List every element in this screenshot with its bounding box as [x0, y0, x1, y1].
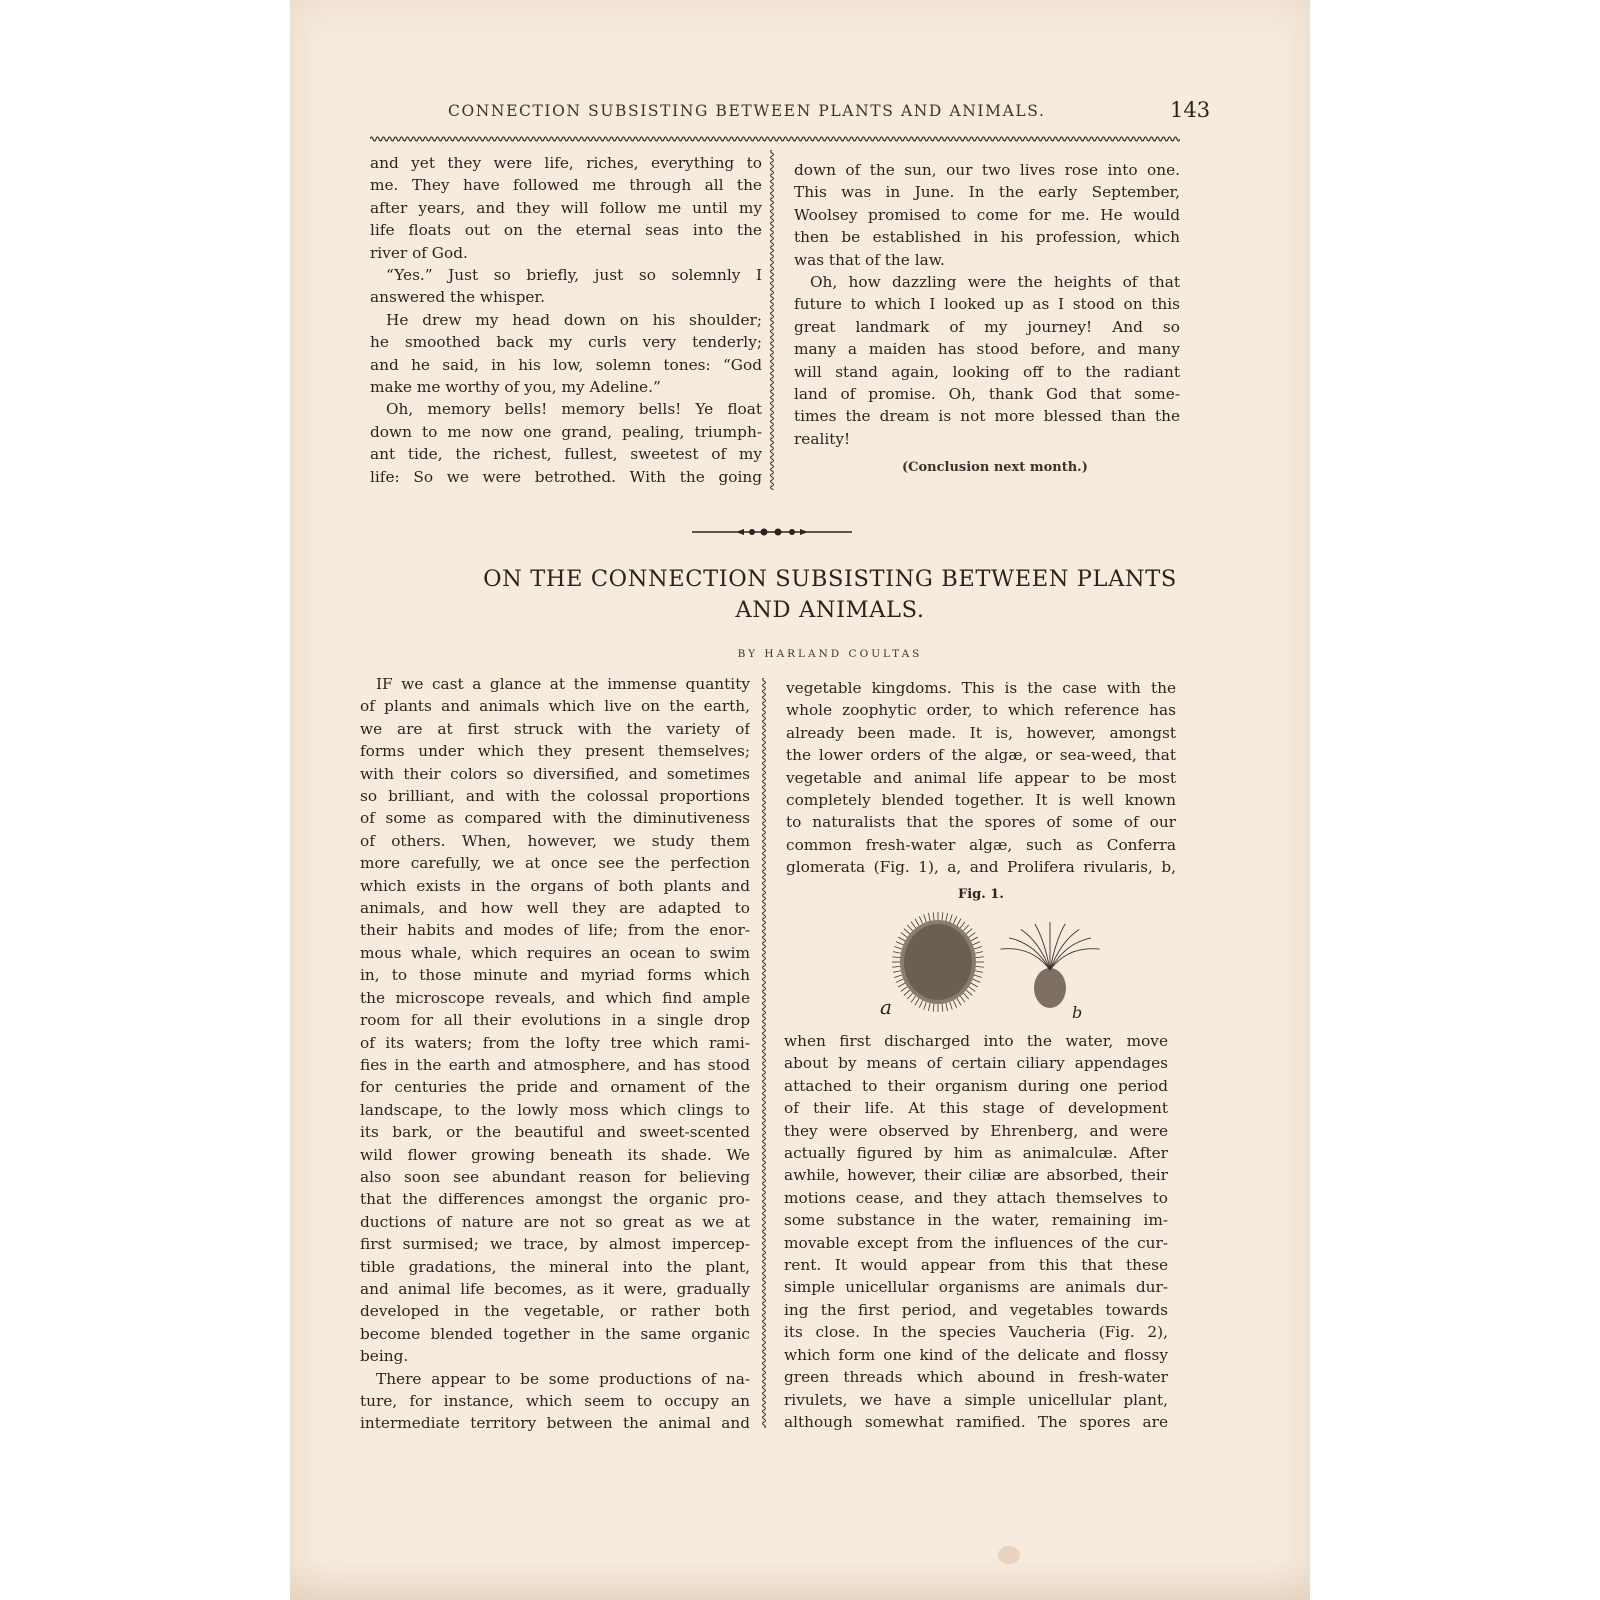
story-right-column: [794, 159, 1180, 450]
text-line: IF we cast a glance at the immense quantity: [376, 675, 750, 693]
article-title-line-1: ON THE CONNECTION SUBSISTING BETWEEN PLANTS: [483, 566, 1177, 592]
text-line: mous whale, which requires an ocean to swim: [360, 943, 750, 962]
text-line: already been made. It is, however, amongst: [786, 723, 1176, 742]
article-title-line-2: AND ANIMALS.: [735, 597, 925, 623]
text-line: motions cease, and they attach themselves to: [784, 1188, 1168, 1207]
text-line: There appear to be some productions of na-: [376, 1369, 750, 1388]
figure-label-a: a: [880, 995, 892, 1019]
text-line: their habits and modes of life; from the enor-: [360, 921, 750, 940]
article-column-rule: [760, 678, 768, 1428]
header-wavy-rule: [370, 134, 1180, 144]
text-line: they were observed by Ehrenberg, and were: [784, 1121, 1168, 1140]
text-line: of some as compared with the diminutiveness: [360, 809, 750, 828]
story-column-rule: [768, 150, 776, 490]
text-line: Oh, memory bells! memory bells! Ye float: [386, 400, 762, 419]
text-line: its close. In the species Vaucheria (Fig. 2),: [784, 1323, 1168, 1342]
spore-a-illustration: [892, 912, 984, 1012]
magazine-page: [290, 0, 1310, 1600]
text-line: movable except from the influences of the cur-: [784, 1233, 1168, 1252]
text-line: wild flower growing beneath its shade. We: [360, 1145, 750, 1164]
text-line: rent. It would appear from this that these: [784, 1256, 1168, 1275]
text-line: which form one kind of the delicate and flossy: [784, 1345, 1168, 1364]
text-line: some substance in the water, remaining im-: [784, 1211, 1168, 1230]
text-line: then be established in his profession, which: [794, 228, 1180, 247]
article-left-column: [360, 673, 750, 1435]
running-title: CONNECTION SUBSISTING BETWEEN PLANTS AND ANIMALS.: [448, 102, 1046, 120]
text-line: also soon see abundant reason for believing: [360, 1167, 750, 1186]
text-line: He drew my head down on his shoulder;: [386, 310, 762, 329]
text-line: attached to their organism during one period: [784, 1076, 1168, 1095]
text-line: me. They have followed me through all the: [370, 176, 762, 195]
text-line: of their life. At this stage of development: [784, 1099, 1168, 1118]
text-line: common fresh-water algæ, such as Conferra: [786, 835, 1176, 854]
text-line: make me worthy of you, my Adeline.”: [370, 378, 661, 397]
text-line: landscape, to the lowly moss which clings to: [360, 1100, 750, 1119]
text-line: actually figured by him as animalculæ. After: [784, 1144, 1168, 1163]
text-line: completely blended together. It is well known: [786, 791, 1176, 810]
text-line: reality!: [794, 429, 851, 448]
text-line: which exists in the organs of both plants and: [360, 876, 750, 895]
text-line: land of promise. Oh, thank God that some-: [794, 385, 1180, 404]
text-line: “Yes.” Just so briefly, just so solemnly I: [386, 266, 762, 285]
text-line: to naturalists that the spores of some of our: [786, 813, 1176, 832]
text-line: of others. When, however, we study them: [360, 831, 750, 850]
text-line: great landmark of my journey! And so: [794, 317, 1180, 336]
text-line: that the differences amongst the organic pro-: [360, 1190, 750, 1209]
text-line: ductions of nature are not so great as we at: [360, 1212, 750, 1231]
text-line: times the dream is not more blessed than the: [794, 407, 1180, 426]
text-line: and he said, in his low, solemn tones: “God: [370, 355, 762, 374]
text-line: we are at first struck with the variety of: [360, 719, 750, 738]
text-line: and yet they were life, riches, everything to: [370, 154, 762, 172]
ornament-divider: [692, 525, 852, 539]
text-line: he smoothed back my curls very tenderly;: [370, 333, 762, 352]
text-line: Woolsey promised to come for me. He would: [794, 205, 1180, 224]
text-line: was that of the law.: [794, 250, 945, 269]
story-left-column: [370, 152, 762, 488]
continuation-note: (Conclusion next month.): [902, 460, 1088, 475]
article-byline: BY HARLAND COULTAS: [737, 648, 923, 660]
text-line: about by means of certain ciliary appendages: [784, 1054, 1168, 1073]
text-line: life floats out on the eternal seas into the: [370, 221, 762, 240]
text-line: ture, for instance, which seem to occupy an: [360, 1392, 750, 1410]
text-line: and animal life becomes, as it were, gradually: [360, 1279, 750, 1298]
text-line: first surmised; we trace, by almost impercep-: [360, 1235, 750, 1254]
text-line: ing the first period, and vegetables towards: [784, 1300, 1168, 1319]
text-line: fies in the earth and atmosphere, and has stood: [360, 1055, 750, 1074]
text-line: the microscope reveals, and which find ample: [360, 988, 750, 1007]
text-line: will stand again, looking off to the radiant: [794, 362, 1180, 381]
text-line: This was in June. In the early September,: [794, 183, 1180, 202]
text-line: answered the whisper.: [370, 288, 545, 307]
text-line: so brilliant, and with the colossal proportions: [360, 787, 750, 806]
text-line: of plants and animals which live on the earth,: [360, 697, 750, 716]
article-right-column-bottom: [784, 1030, 1168, 1433]
text-line: forms under which they present themselves;: [360, 742, 750, 761]
text-line: vegetable and animal life appear to be most: [786, 768, 1176, 787]
text-line: with their colors so diversified, and sometimes: [360, 764, 750, 783]
text-line: being.: [360, 1347, 409, 1366]
figure-caption: Fig. 1.: [958, 887, 1004, 902]
text-line: animals, and how well they are adapted to: [360, 899, 750, 918]
page-number: 143: [1170, 98, 1211, 122]
text-line: down to me now one grand, pealing, triumph-: [370, 422, 762, 441]
text-line: awhile, however, their ciliæ are absorbed, their: [784, 1166, 1168, 1185]
text-line: although somewhat ramified. The spores are: [784, 1412, 1168, 1431]
text-line: vegetable kingdoms. This is the case with the: [786, 679, 1176, 697]
article-right-column-top: [786, 677, 1176, 879]
text-line: its bark, or the beautiful and sweet-scented: [360, 1123, 750, 1142]
text-line: in, to those minute and myriad forms which: [360, 966, 750, 985]
text-line: more carefully, we at once see the perfection: [360, 854, 750, 873]
text-line: glomerata (Fig. 1), a, and Prolifera rivularis, b,: [786, 858, 1176, 877]
text-line: river of God.: [370, 243, 468, 262]
spore-b-illustration: [1000, 922, 1099, 1008]
paper-stain: [998, 1546, 1020, 1564]
text-line: future to which I looked up as I stood on this: [794, 295, 1180, 314]
text-line: rivulets, we have a simple unicellular plant,: [784, 1390, 1168, 1409]
text-line: tible gradations, the mineral into the plant,: [360, 1257, 750, 1276]
text-line: down of the sun, our two lives rose into one.: [794, 161, 1180, 179]
text-line: intermediate territory between the animal and: [360, 1414, 750, 1433]
text-line: for centuries the pride and ornament of the: [360, 1078, 750, 1097]
text-line: life: So we were betrothed. With the going: [370, 467, 762, 486]
figure-spores-illustration: [860, 910, 1100, 1030]
text-line: many a maiden has stood before, and many: [794, 340, 1180, 359]
text-line: of its waters; from the lofty tree which rami-: [360, 1033, 750, 1052]
text-line: whole zoophytic order, to which reference has: [786, 701, 1176, 720]
text-line: Oh, how dazzling were the heights of that: [810, 273, 1180, 292]
figure-label-b: b: [1072, 1003, 1083, 1022]
text-line: green threads which abound in fresh-water: [784, 1368, 1168, 1387]
text-line: become blended together in the same organic: [360, 1324, 750, 1343]
text-line: room for all their evolutions in a single drop: [360, 1011, 750, 1030]
text-line: the lower orders of the algæ, or sea-weed, that: [786, 746, 1176, 765]
text-line: when first discharged into the water, move: [784, 1032, 1168, 1050]
text-line: developed in the vegetable, or rather both: [360, 1302, 750, 1321]
text-line: simple unicellular organisms are animals dur-: [784, 1278, 1168, 1297]
text-line: after years, and they will follow me until my: [370, 198, 762, 217]
text-line: ant tide, the richest, fullest, sweetest of my: [370, 445, 762, 464]
